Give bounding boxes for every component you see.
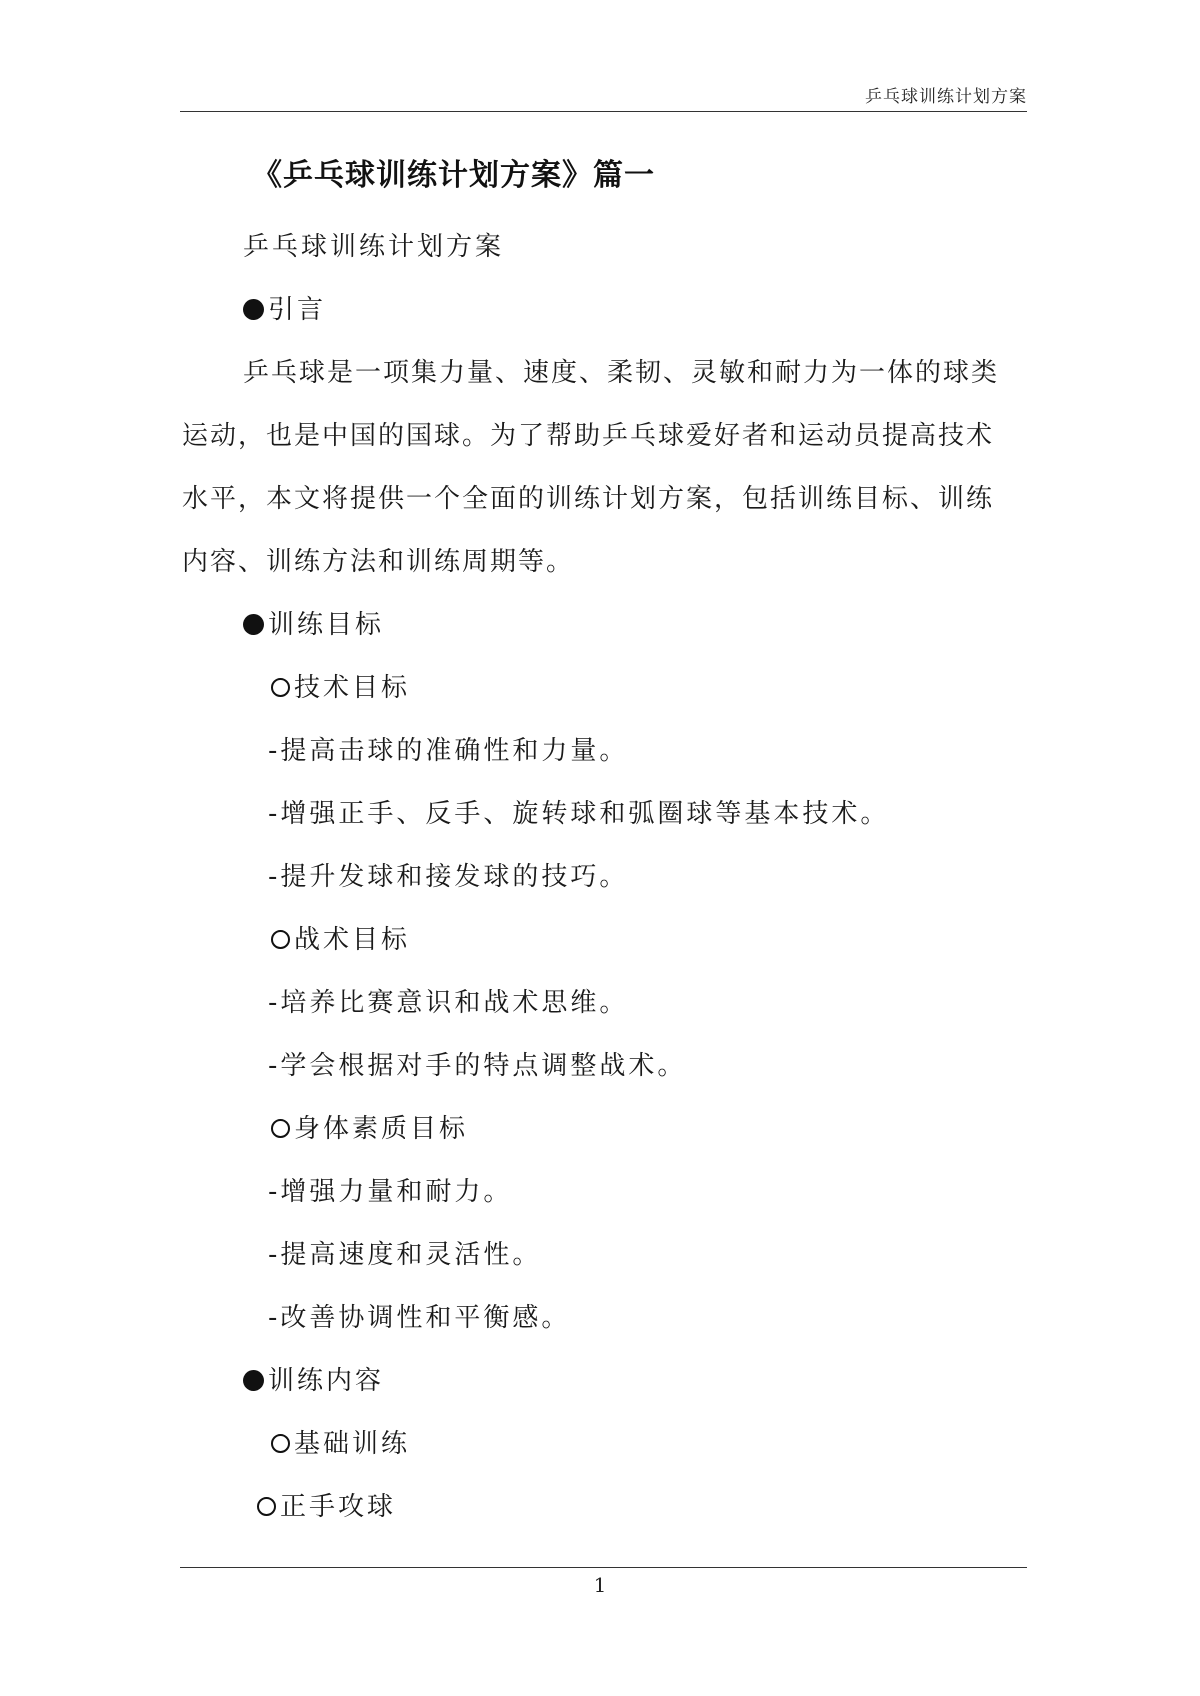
intro-paragraph-line: 内容、训练方法和训练周期等。 — [182, 547, 575, 577]
list-item: -提升发球和接发球的技巧。 — [268, 862, 629, 892]
list-item: -提高击球的准确性和力量。 — [268, 736, 629, 766]
subheading-tactic-goal: 战术目标 — [271, 919, 410, 956]
subheading-fitness-goal: 身体素质目标 — [271, 1108, 468, 1145]
hollow-circle-icon — [271, 1119, 290, 1138]
hollow-circle-icon — [271, 678, 290, 697]
hollow-circle-icon — [271, 1434, 290, 1453]
list-item: -培养比赛意识和战术思维。 — [268, 988, 629, 1018]
footer-divider — [180, 1567, 1027, 1568]
section-heading-goals: 训练目标 — [243, 604, 384, 641]
list-item: -增强正手、反手、旋转球和弧圈球等基本技术。 — [268, 799, 890, 829]
intro-paragraph-line: 水平，本文将提供一个全面的训练计划方案，包括训练目标、训练 — [182, 484, 995, 514]
filled-bullet-icon — [243, 1370, 264, 1391]
subheading-tech-goal: 技术目标 — [271, 667, 410, 704]
subheading-forehand: 正手攻球 — [257, 1486, 396, 1523]
document-title: 《乒乓球训练计划方案》篇一 — [252, 158, 655, 193]
list-item: -提高速度和灵活性。 — [268, 1240, 542, 1270]
intro-paragraph-line: 乒乓球是一项集力量、速度、柔韧、灵敏和耐力为一体的球类 — [243, 358, 1000, 388]
list-item: -改善协调性和平衡感。 — [268, 1303, 571, 1333]
filled-bullet-icon — [243, 614, 264, 635]
hollow-circle-icon — [257, 1497, 276, 1516]
filled-bullet-icon — [243, 299, 264, 320]
section-heading-content: 训练内容 — [243, 1360, 384, 1397]
intro-paragraph-line: 运动，也是中国的国球。为了帮助乒乓球爱好者和运动员提高技术 — [182, 421, 995, 451]
header-divider — [180, 111, 1027, 112]
page-number: 1 — [593, 1573, 607, 1597]
running-header: 乒乓球训练计划方案 — [865, 87, 1027, 107]
section-heading-intro: 引言 — [243, 289, 326, 326]
subheading-basic-training: 基础训练 — [271, 1423, 410, 1460]
list-item: -增强力量和耐力。 — [268, 1177, 513, 1207]
list-item: -学会根据对手的特点调整战术。 — [268, 1051, 687, 1081]
hollow-circle-icon — [271, 930, 290, 949]
document-subtitle: 乒乓球训练计划方案 — [243, 232, 505, 262]
